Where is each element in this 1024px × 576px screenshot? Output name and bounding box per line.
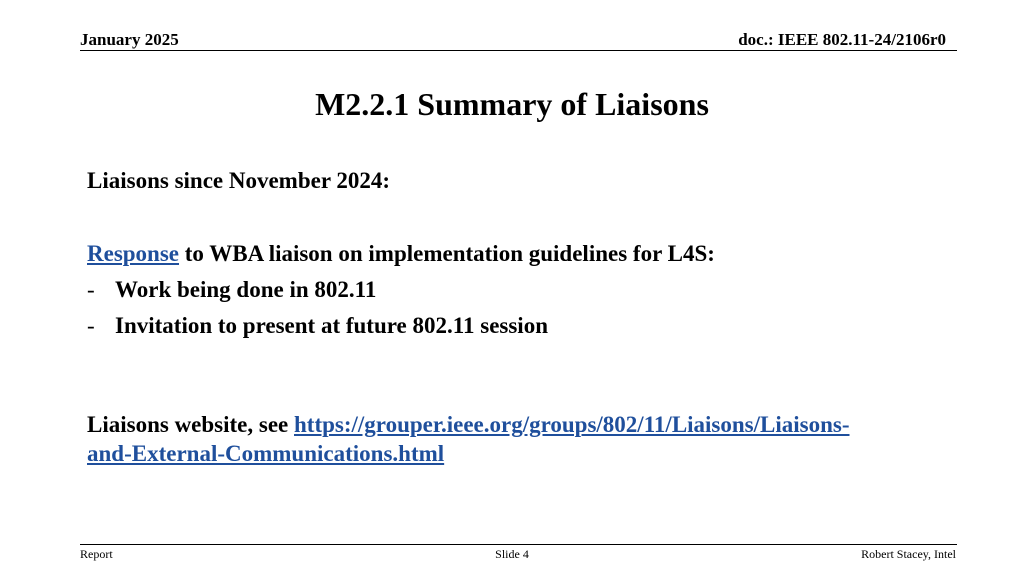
header-doc-id: doc.: IEEE 802.11-24/2106r0 — [738, 30, 946, 49]
footer-slide-number: Slide 4 — [495, 547, 529, 561]
bullet-dash: - — [87, 313, 95, 338]
liaisons-since-label: Liaisons since November 2024: — [87, 168, 391, 193]
slide-body — [87, 166, 967, 468]
bullet-dash: - — [87, 277, 95, 302]
footer-report: Report — [80, 547, 113, 561]
footer-divider — [80, 544, 957, 545]
bullet-text: Work being done in 802.11 — [115, 277, 377, 302]
website-label: Liaisons website, see — [87, 412, 294, 437]
response-description: to WBA liaison on implementation guidelines for L4S: — [179, 241, 715, 266]
header-divider — [80, 50, 957, 51]
website-url-part1: https://grouper.ieee.org/groups/802/11/Liaisons/Liaisons- — [294, 412, 850, 437]
footer-author: Robert Stacey, Intel — [861, 547, 956, 561]
header-date: January 2025 — [80, 30, 179, 49]
website-line — [87, 410, 967, 468]
bullet-item — [87, 311, 967, 340]
bullet-item — [87, 275, 967, 304]
response-link[interactable]: Response — [87, 241, 180, 266]
slide-title: M2.2.1 Summary of Liaisons — [315, 86, 709, 122]
website-url-part2: and-External-Communications.html — [87, 441, 445, 466]
bullet-text: Invitation to present at future 802.11 session — [115, 313, 548, 338]
response-line — [87, 239, 967, 268]
